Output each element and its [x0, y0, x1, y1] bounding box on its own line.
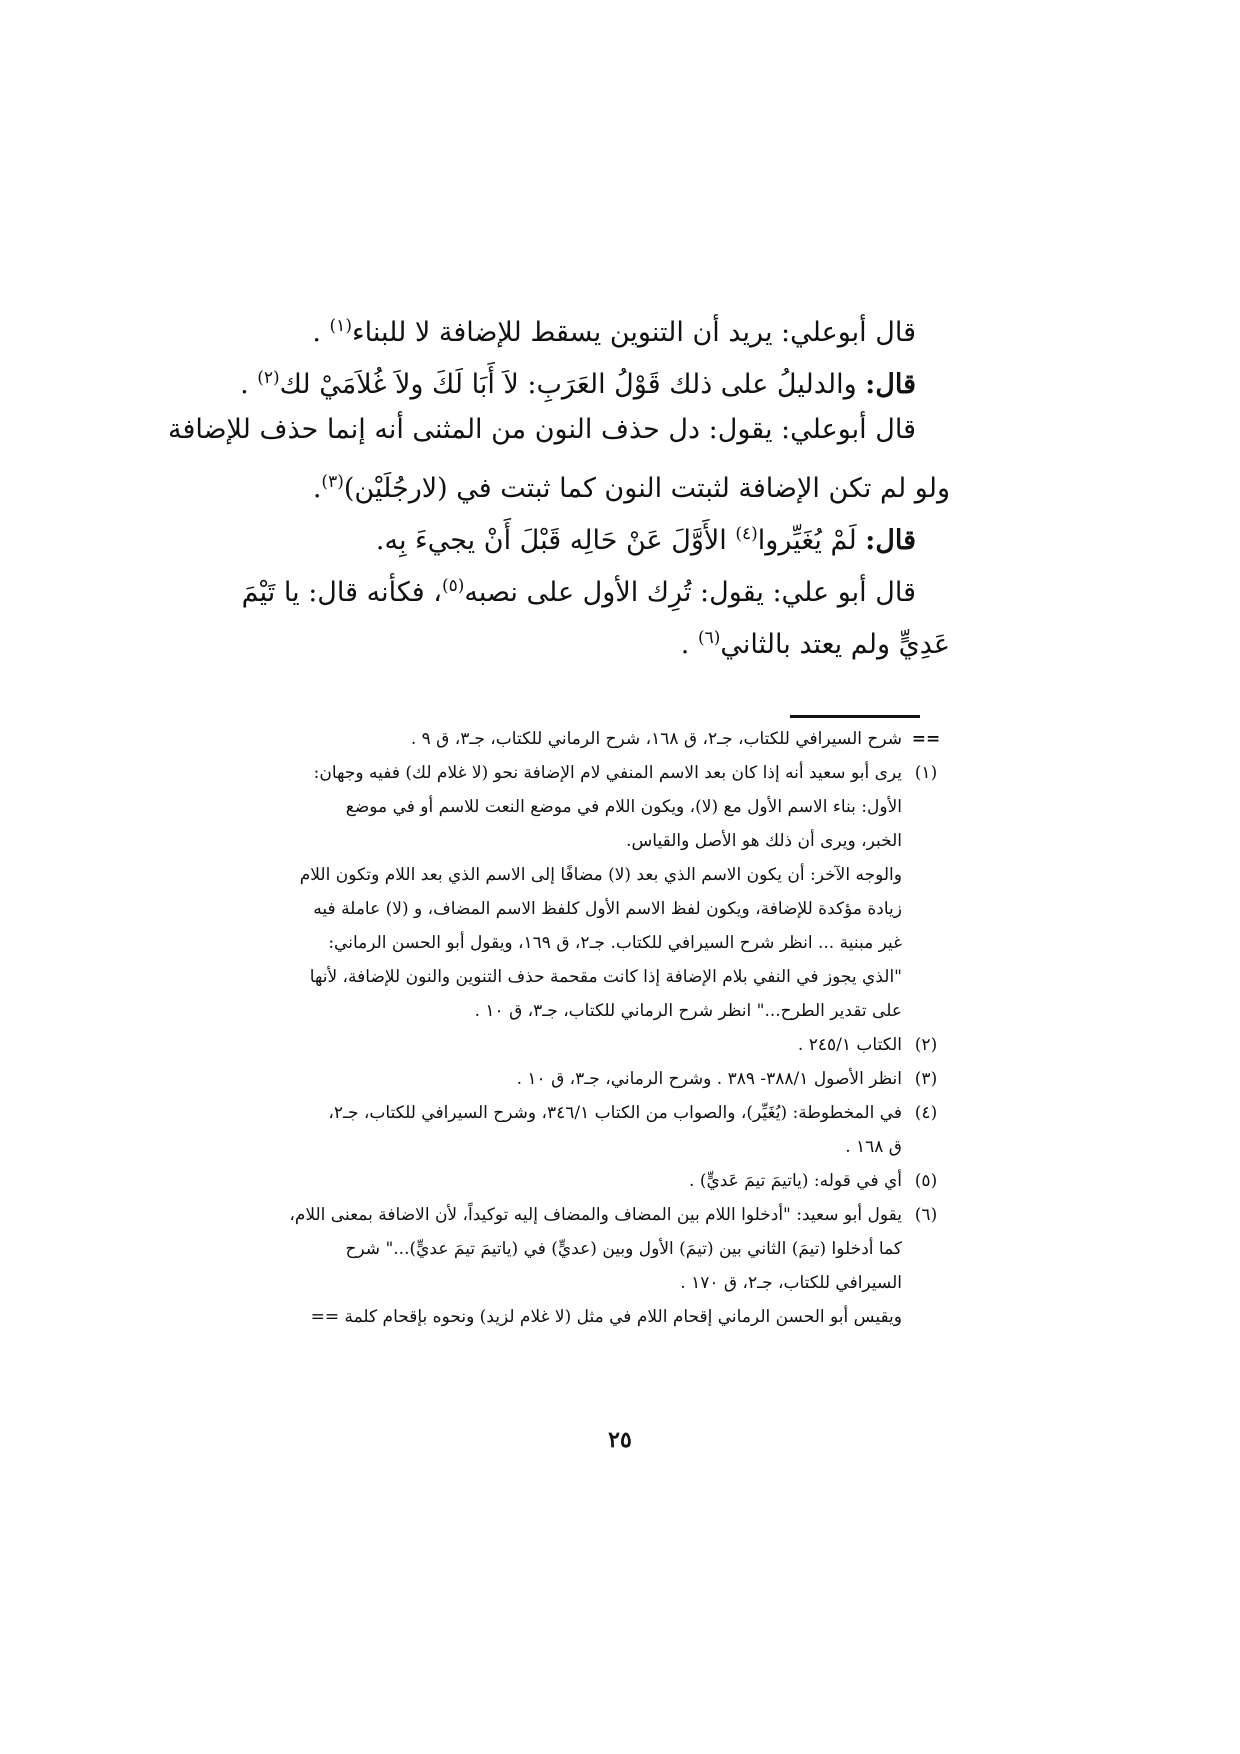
footnote-number: (٥)	[914, 1171, 938, 1191]
footnote-ref: (٤)	[735, 524, 758, 544]
footnote-3	[270, 1062, 950, 1096]
footnote-ref: (٦)	[697, 628, 721, 648]
page-number: ٢٥	[608, 1427, 632, 1453]
footnote-line: انظر الأصول ٣٨٨/١- ٣٨٩ . وشرح الرماني، جـ٣، ق ١٠ .	[516, 1069, 902, 1089]
footnote-ref: (١)	[329, 316, 352, 336]
footnote-line: أي في قوله: (ياتيمَ تيمَ عَديٍّ) .	[689, 1171, 902, 1191]
footnote-line: في المخطوطة: (يُغَيِّر)، والصواب من الكتاب ٣٤٦/١، وشرح السيرافي للكتاب، جـ٢،	[328, 1103, 902, 1123]
text-line: قال أبوعلي: يريد أن التنوين يسقط للإضافة لا للبناء$^{(١)}$ .	[312, 316, 916, 348]
footnote-ref: (٢)	[257, 368, 280, 388]
footnote-line: الخبر، ويرى أن ذلك هو الأصل والقياس.	[626, 831, 902, 851]
footnote-ref: (٣)	[321, 472, 344, 492]
footnote-4	[270, 1096, 950, 1164]
text-line: قال أبو علي: يقول: تُرِك الأول على نصبه$^{(٥)}$، فكأنه قال: يا تَيْمَ	[241, 576, 916, 608]
footnote-2	[270, 1028, 950, 1062]
qal-keyword: قال:	[865, 525, 916, 556]
footnote-continuation	[270, 1300, 950, 1334]
footnote-separator	[790, 715, 920, 718]
text-line: قال: والدليلُ على ذلك قَوْلُ العَرَبِ: لاَ أَبَا لَكَ ولاَ غُلاَمَيْ لك$^{(٢)}$ .	[240, 368, 916, 400]
footnote-number: (٣)	[914, 1069, 938, 1089]
footnote-line: زيادة مؤكدة للإضافة، ويكون لفظ الاسم الأول كلفظ الاسم المضاف، و (لا) عاملة فيه	[313, 899, 902, 919]
qal-keyword: قال:	[865, 369, 916, 400]
footnote-ref: (٥)	[441, 576, 465, 596]
footnote-5	[270, 1164, 950, 1198]
footnote-line: ق ١٦٨ .	[845, 1137, 902, 1157]
footnote-line: الكتاب ٢٤٥/١ .	[797, 1035, 902, 1055]
text-line: قال أبوعلي: يقول: دل حذف النون من المثنى أنه إنما حذف للإضافة	[168, 414, 916, 445]
footnote-line: ويقيس أبو الحسن الرماني إقحام اللام في مثل (لا غلام لزيد) ونحوه بإقحام كلمة ==	[310, 1307, 902, 1327]
footnote-line: يقول أبو سعيد: "أدخلوا اللام بين المضاف والمضاف إليه توكيداً، لأن الاضافة بمعنى اللام،	[289, 1205, 902, 1225]
footnote-line: والوجه الآخر: أن يكون الاسم الذي بعد (لا) مضافًا إلى الاسم الذي بعد اللام وتكون اللام	[299, 865, 902, 885]
footnote-line: غير مبنية ... انظر شرح السيرافي للكتاب. جـ٢، ق ١٦٩، ويقول أبو الحسن الرماني:	[328, 933, 902, 953]
text-line: عَدِيٍّ ولم يعتد بالثاني$^{(٦)}$ .	[680, 628, 950, 660]
footnote-continued	[270, 722, 950, 756]
footnote-line: الأول: بناء الاسم الأول مع (لا)، ويكون اللام في موضع النعت للاسم أو في موضع	[345, 797, 902, 817]
footnotes	[270, 722, 950, 1334]
main-text	[168, 300, 950, 664]
footnote-6	[270, 1198, 950, 1300]
footnote-line: السيرافي للكتاب، جـ٢، ق ١٧٠ .	[680, 1273, 902, 1293]
footnote-line: شرح السيرافي للكتاب، جـ٢، ق ١٦٨، شرح الرماني للكتاب، جـ٣، ق ٩ .	[410, 729, 902, 749]
text-line: ولو لم تكن الإضافة لثبتت النون كما ثبتت في (لارجُلَيْن)$^{(٣)}$.	[312, 472, 950, 504]
footnote-number: ==	[911, 729, 941, 749]
footnote-number: (٦)	[914, 1205, 938, 1225]
footnote-line: على تقدير الطرح..." انظر شرح الرماني للكتاب، جـ٣، ق ١٠ .	[474, 1001, 902, 1021]
footnote-line: كما أدخلوا (تيمَ) الثاني بين (تيمَ) الأول وبين (عديٍّ) في (ياتيمَ تيمَ عديٍّ)..." شرح	[345, 1239, 902, 1259]
footnote-line: يرى أبو سعيد أنه إذا كان بعد الاسم المنفي لام الإضافة نحو (لا غلام لك) ففيه وجهان:	[313, 763, 902, 783]
footnote-number	[902, 1300, 950, 1334]
footnote-1	[270, 756, 950, 1028]
text-line: قال: لَمْ يُغَيِّروا$^{(٤)}$ الأَوَّلَ عَنْ حَالِه قَبْلَ أَنْ يجيءَ بِه.	[375, 524, 916, 556]
footnote-number: (١)	[914, 763, 938, 783]
footnote-line: "الذي يجوز في النفي بلام الإضافة إذا كانت مقحمة حذف التنوين والنون للإضافة، لأنها	[309, 967, 902, 987]
footnote-number: (٢)	[914, 1035, 938, 1055]
footnote-number: (٤)	[914, 1103, 938, 1123]
